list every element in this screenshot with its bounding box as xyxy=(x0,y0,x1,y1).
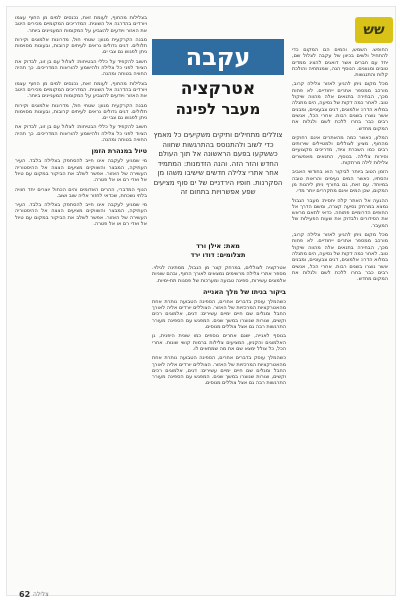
paragraph: בצלילות מהחוף, לעומת זאת, נכנסים למים מן החוף עצמו ויורדים בהדרגה אל השונית. המדריכים המקומיים מכירים היטב את האזור ויודעים להצביע על המקומות המעניינים ביותר. xyxy=(15,80,147,100)
paragraph: בצלילות מהחוף, לעומת זאת, נכנסים למים מן החוף עצמו ויורדים בהדרגה אל השונית. המדריכים המקומיים מכירים היטב את האזור ויודעים להצביע על המקומות המעניינים ביותר. xyxy=(15,15,147,34)
paragraph: מבנה הקרקעית מגוון: שטחי חול, מדרונות אלמוגים וקירות תלולים. דגים גדולים נראים לעיתים קרובות, ובעונות מסוימות ניתן לפגוש גם צבי ים. xyxy=(15,36,147,56)
page-number: 62 xyxy=(19,590,31,599)
paragraph: אטרקציה לצוללים, במרחק קצר מן הגבול, ממתינה לגילוי. מספר אתרי צלילה מרשימים נמצאים לאורך החוף, ובהם שוניות אלמוגים עשירות, ספינה טבועה ומערכות של פסגות תת-ימיות. xyxy=(152,265,286,284)
paragraph: כשהמלך עוסק בדברים אחרים, הספינה הטבועה נותרת אחת מהאטרקציות המרכזיות של האזור. הצוללים יורדים אליה לאורך החבל ומגלים שם חיים ימיים עשירים: דגים, אלמוגים רכים וקשים, וצורות שנוצרו במשך שנים. המפגש עם הספינה מעורר התרגשות רבה גם אצל צוללים מנוסים. xyxy=(152,298,286,331)
headline-line2: מעבר לפינה xyxy=(175,100,261,118)
paragraph: ההגעה אל האתר קלה יחסית: מעבר הגבול נמצא במרחק נסיעה קצרה, ומשם הדרך אל החופים הדרומיים פתוחה. כדאי לתאם מראש את הסידורים ולבדוק את שעות הפעילות של המעבר. xyxy=(292,197,388,229)
magazine-logo xyxy=(355,17,393,43)
paragraph: החופש. השמש, והמים הם המקום כדי להתחיל ולשים בכיוון של עקבה לצלול שם, יחד עם חברים אשר דואגים להציג ממדים טובים ומגוונים. הנוסף הנה, שמנתחיה והולכת קלות והתנגשות. xyxy=(292,47,388,79)
headline xyxy=(152,79,284,119)
footer-magazine-name: צלילה xyxy=(33,591,49,598)
paragraph: חשוב להקפיד על כללי הבטיחות: לצלול עם בן זוג, לבדוק את הציוד לפני כל צלילה ולהישמע להוראות המדריכים. כך תהיה החוויה בטוחה ומהנה. xyxy=(15,58,147,78)
paragraph: הנוף המדברי, ההרים האדומים והים הכחול יוצרים יחד חוויה בלתי נשכחת, שכדאי לחזור אליה שוב ושוב. xyxy=(15,186,147,199)
paragraph: חשוב להקפיד על כללי הבטיחות: לצלול עם בן זוג, לבדוק את הציוד לפני כל צלילה ולהישמע להוראות המדריכים. כך תהיה החוויה בטוחה ומהנה. xyxy=(15,124,147,144)
paragraph: כשהמלך עוסק בדברים אחרים, הספינה הטבועה נותרת אחת מהאטרקציות המרכזיות של האזור. הצוללים יורדים אליה לאורך החבל ומגלים שם חיים ימיים עשירים: דגים, אלמוגים רכים וקשים, וצורות שנוצרו במשך שנים. המפגש עם הספינה מעורר התרגשות רבה גם אצל צוללים מנוסים. xyxy=(152,355,286,387)
byline-photo: תצלומים: דודו ירד xyxy=(190,251,246,259)
paragraph: מכל מקום ניתן להגיע לאזור צלילה קרוב, מורכב ממספר אתרים ייחודיים. לא פחות מכך, הבחירה בתנאים אלה מהווה שיקול טוב. לאחר כמה דקות של נסיעה, הים מתגלה במלוא הדרו: אלמוגים, דגים צבעוניים, ומבנים אשר נוצרו בשנים רבות. אחרי הכל, אנשים רבים כבר בחרו ללכת לשם ולגלות את המקום מחדש. xyxy=(292,232,388,283)
paragraph: מי שמגיע לעקבה אינו חייב להסתפק בצלילה בלבד. העיר העתיקה, המבצר והשווקים מציעים הצצה אל ההיסטוריה העשירה של האזור. אפשר לשלב את הביקור במקום עם טיול אל ואדי רם או אל פטרה. xyxy=(15,202,147,228)
subheading: טיול במנהרת הזמן xyxy=(91,147,147,156)
paragraph: מכל מקום ניתן להגיע לאזור צלילה קרוב, מורכב ממספר אתרים ייחודיים. לא פחות מכך, הבחירה בתנאים אלה מהווה שיקול טוב. לאחר כמה דקות של נסיעה, הים מתגלה במלוא הדרו: אלמוגים, דגים צבעוניים, ומבנים אשר נוצרו בשנים רבות. אחרי הכל, אנשים רבים כבר בחרו ללכת לשם ולגלות את המקום מחדש. xyxy=(292,81,388,132)
subheading: ביקור בניתו של מלך האנייה xyxy=(202,287,286,296)
magazine-page xyxy=(6,6,396,599)
article-column-middle xyxy=(152,265,286,583)
paragraph: מי שמגיע לעקבה אינו חייב להסתפק בצלילה בלבד. העיר העתיקה, המבצר והשווקים מציעים הצצה אל ההיסטוריה העשירה של האזור. אפשר לשלב את הביקור במקום עם טיול אל ואדי רם או אל פטרה. xyxy=(15,158,147,184)
paragraph: הזמן הטוב ביותר לביקור הוא בחודשי האביב והסתיו, כאשר המים נעימים והראות טובה במיוחד. עם זאת, גם בחורף ניתן ליהנות מן המקום, שכן המים אינם מתקררים יותר מדי. xyxy=(292,169,388,195)
article-column-right xyxy=(292,47,388,582)
paragraph: בנוסף לאנייה, ישנם אתרים נוספים כמו שונית היפנית, גן האלמוגים והקניון, המציעים צלילות ברמות קושי שונות. אחרי הכל, כל צולל ימצא שם את מה שמתאים לו. xyxy=(152,333,286,352)
section-banner xyxy=(152,39,284,75)
byline-author: מאת: אילן ורד xyxy=(196,242,240,250)
headline-line1: אטרקציה xyxy=(180,79,256,99)
article-column-left xyxy=(15,15,147,581)
paragraph: מבנה הקרקעית מגוון: שטחי חול, מדרונות אלמוגים וקירות תלולים. דגים גדולים נראים לעיתים קרובות, ובעונות מסוימות ניתן לפגוש גם צבי ים. xyxy=(15,102,147,122)
byline xyxy=(152,242,284,260)
logo-text: שש xyxy=(363,22,385,38)
banner-title: עקבה xyxy=(185,43,251,71)
paragraph: המלון, כאשר כמה מהאתרים אינם רחוקים מהחוף, מציע לצוללים ולמטיילים שירותים רבים כמו השכרת ציוד, מדריכים מקצועיים וסירות צלילה. בנוסף, התנאים מאפשרים צלילות לילה מרתקות. xyxy=(292,134,388,167)
article-deck: צוללים מתחילים ותיקים משקיעים כל מאמץ כדי לשוב ולהתנוסס בהתרגשות שחווה כששקעו בפעם הראשונה אל תוך העולם החדש והזר הזה. והנה הזדמנות: המתמיד אחר אתרי צלילה חדשים שישיבו משהו מן הסקרנות. חופיו הירדניים של ים סוף מציעים שפע אפשרויות בתחום זה xyxy=(153,131,283,196)
